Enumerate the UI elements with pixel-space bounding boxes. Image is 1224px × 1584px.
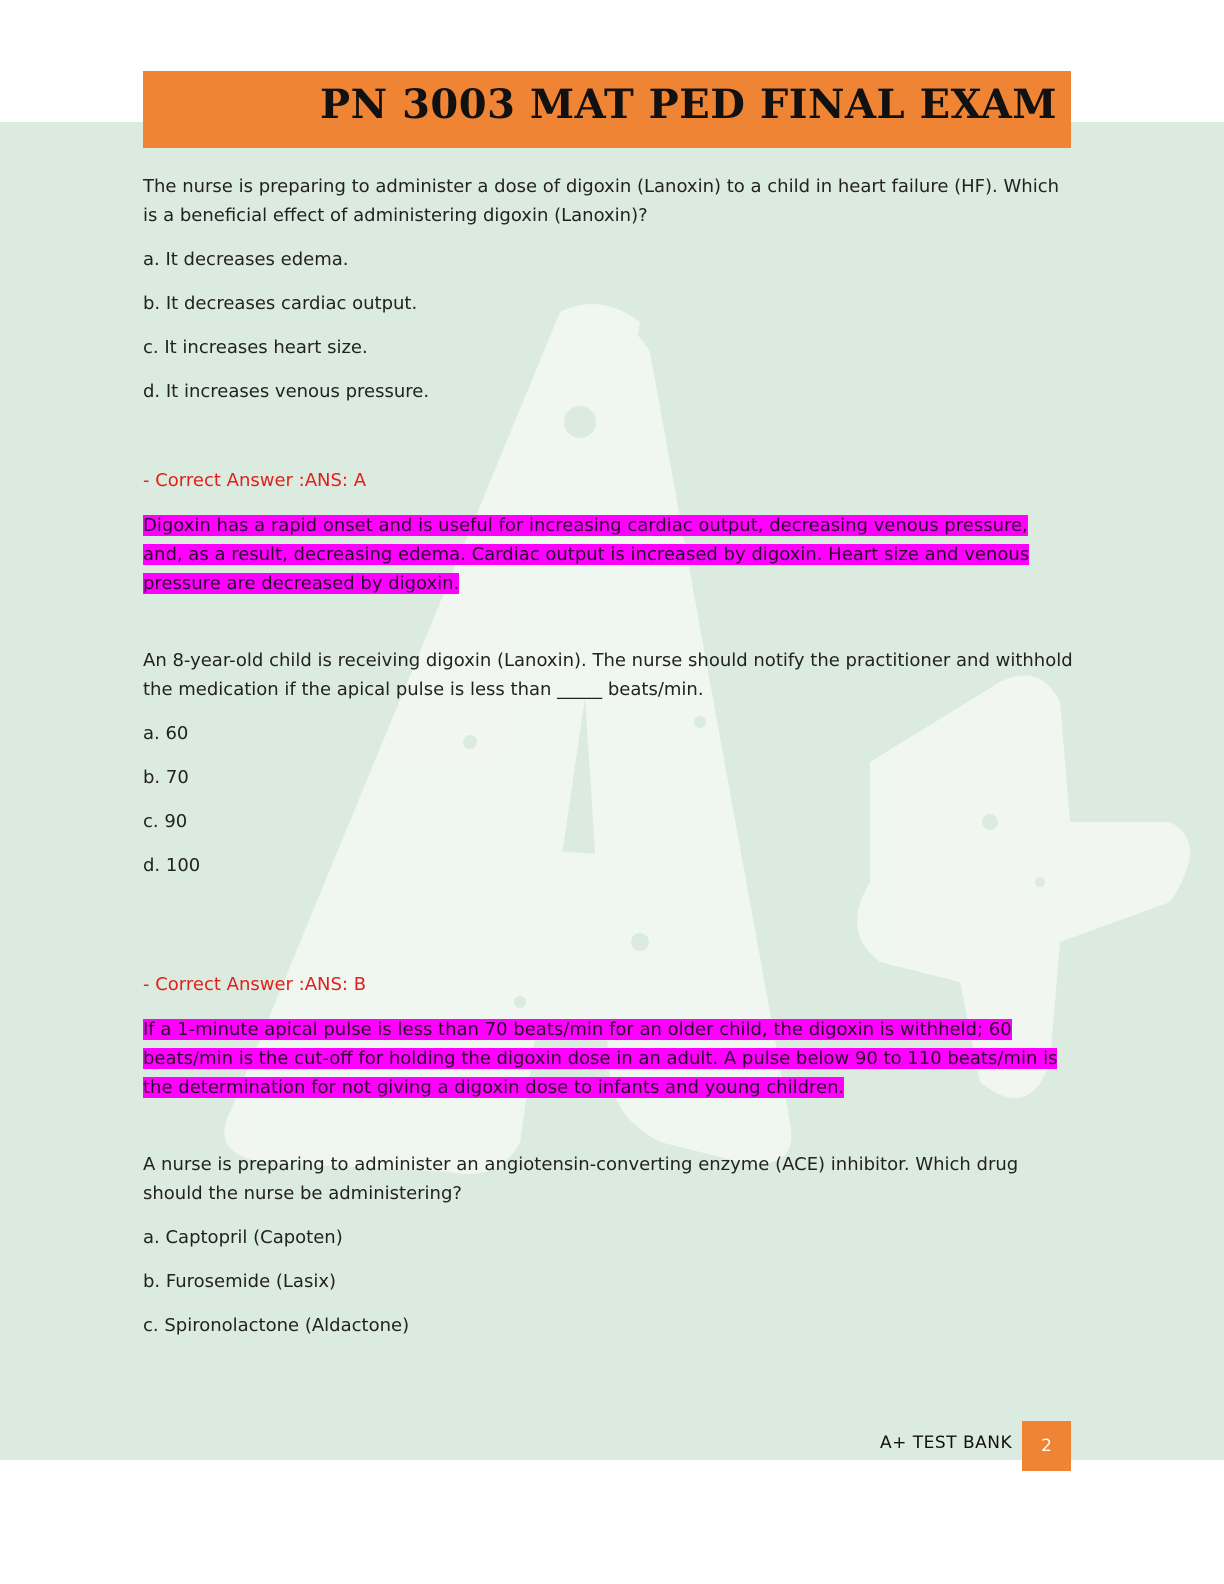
footer-label: A+ TEST BANK bbox=[880, 1433, 1013, 1453]
question-stem: A nurse is preparing to administer an angiotensin-converting enzyme (ACE) inhibitor. Which drug should the nurse be administering? bbox=[143, 1154, 1019, 1204]
answer-explanation bbox=[143, 511, 1073, 598]
question-stem: An 8-year-old child is receiving digoxin (Lanoxin). The nurse should notify the practitioner and withhold the medication if the apical pulse is less than _____ beats/min. bbox=[143, 650, 1073, 700]
answer-option: d. It increases venous pressure. bbox=[143, 381, 430, 402]
page-number: 2 bbox=[1022, 1421, 1071, 1471]
answer-option: d. 100 bbox=[143, 855, 201, 876]
answer-option: a. It decreases edema. bbox=[143, 249, 349, 270]
correct-answer: - Correct Answer :ANS: A bbox=[143, 470, 367, 491]
answer-option: b. Furosemide (Lasix) bbox=[143, 1271, 337, 1292]
question-stem: The nurse is preparing to administer a dose of digoxin (Lanoxin) to a child in heart failure (HF). Which is a beneficial effect of administering digoxin (Lanoxin)? bbox=[143, 176, 1060, 226]
highlighted-explanation: If a 1-minute apical pulse is less than 70 beats/min for an older child, the digoxin is withheld; 60 beats/min is the cut-off for holding the digoxin dose in an adult. A pulse below 90 to 110 beats/min is the determination for not giving a digoxin dose to infants and young children. bbox=[143, 1019, 1058, 1098]
answer-option: c. 90 bbox=[143, 811, 188, 832]
answer-option: c. It increases heart size. bbox=[143, 337, 368, 358]
correct-answer: - Correct Answer :ANS: B bbox=[143, 974, 367, 995]
answer-option: b. It decreases cardiac output. bbox=[143, 293, 418, 314]
exam-content bbox=[143, 172, 1073, 1340]
answer-option: b. 70 bbox=[143, 767, 189, 788]
answer-explanation bbox=[143, 1015, 1073, 1102]
page-title: PN 3003 MAT PED FINAL EXAM bbox=[320, 81, 1057, 128]
answer-option: a. Captopril (Capoten) bbox=[143, 1227, 343, 1248]
answer-option: a. 60 bbox=[143, 723, 189, 744]
header-bar bbox=[143, 71, 1071, 148]
answer-option: c. Spironolactone (Aldactone) bbox=[143, 1315, 410, 1336]
highlighted-explanation: Digoxin has a rapid onset and is useful for increasing cardiac output, decreasing venous pressure, and, as a result, decreasing edema. Cardiac output is increased by digoxin. Heart size and venous pressure are decreased by digoxin. bbox=[143, 515, 1030, 594]
